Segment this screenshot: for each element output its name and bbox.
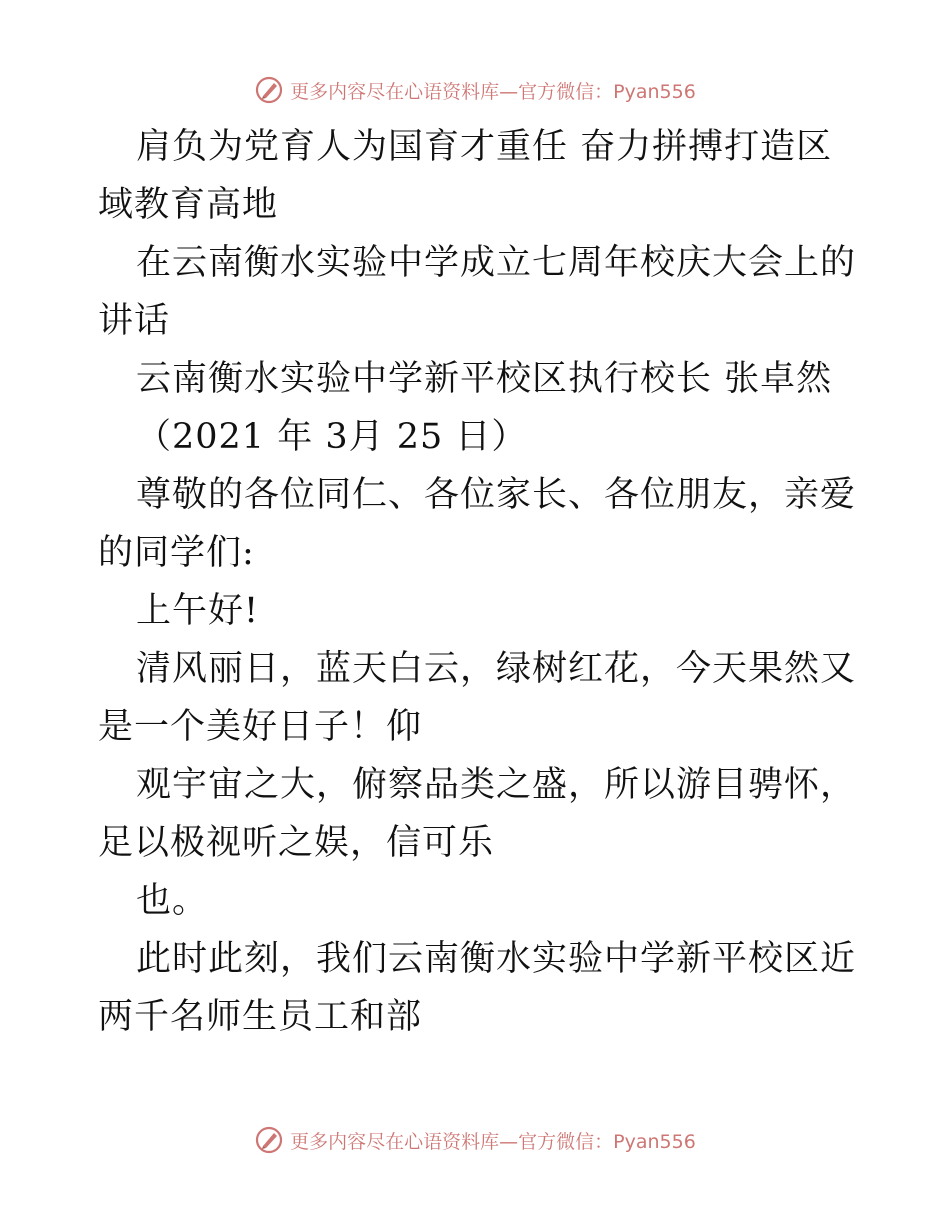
watermark-text: 更多内容尽在心语资料库—官方微信：Pyan556	[290, 80, 696, 103]
pen-logo-icon	[254, 1125, 284, 1155]
header-watermark	[0, 70, 950, 110]
salutation-line: 尊敬的各位同仁、各位家长、各位朋友，亲爱的同学们:	[98, 475, 857, 573]
footer-watermark	[0, 1120, 950, 1160]
body-paragraph: 此时此刻，我们云南衡水实验中学新平校区近两千名师生员工和部	[98, 939, 857, 1037]
speaker-line: 云南衡水实验中学新平校区执行校长 张卓然	[136, 359, 833, 399]
body-paragraph: 清风丽日，蓝天白云，绿树红花，今天果然又是一个美好日子！仰	[98, 649, 857, 747]
date-line: （2021 年 3月 25 日）	[136, 417, 528, 457]
body-paragraph: 观宇宙之大，俯察品类之盛，所以游目骋怀，足以极视听之娱，信可乐	[98, 765, 857, 863]
watermark-text: 更多内容尽在心语资料库—官方微信：Pyan556	[290, 1130, 696, 1153]
document-body	[98, 118, 858, 1046]
body-paragraph: 也。	[136, 881, 209, 921]
greeting-line: 上午好!	[136, 591, 260, 631]
pen-logo-icon	[254, 75, 284, 105]
title-line: 肩负为党育人为国育才重任 奋力拼搏打造区域教育高地	[98, 127, 833, 225]
subtitle-line: 在云南衡水实验中学成立七周年校庆大会上的讲话	[98, 243, 857, 341]
